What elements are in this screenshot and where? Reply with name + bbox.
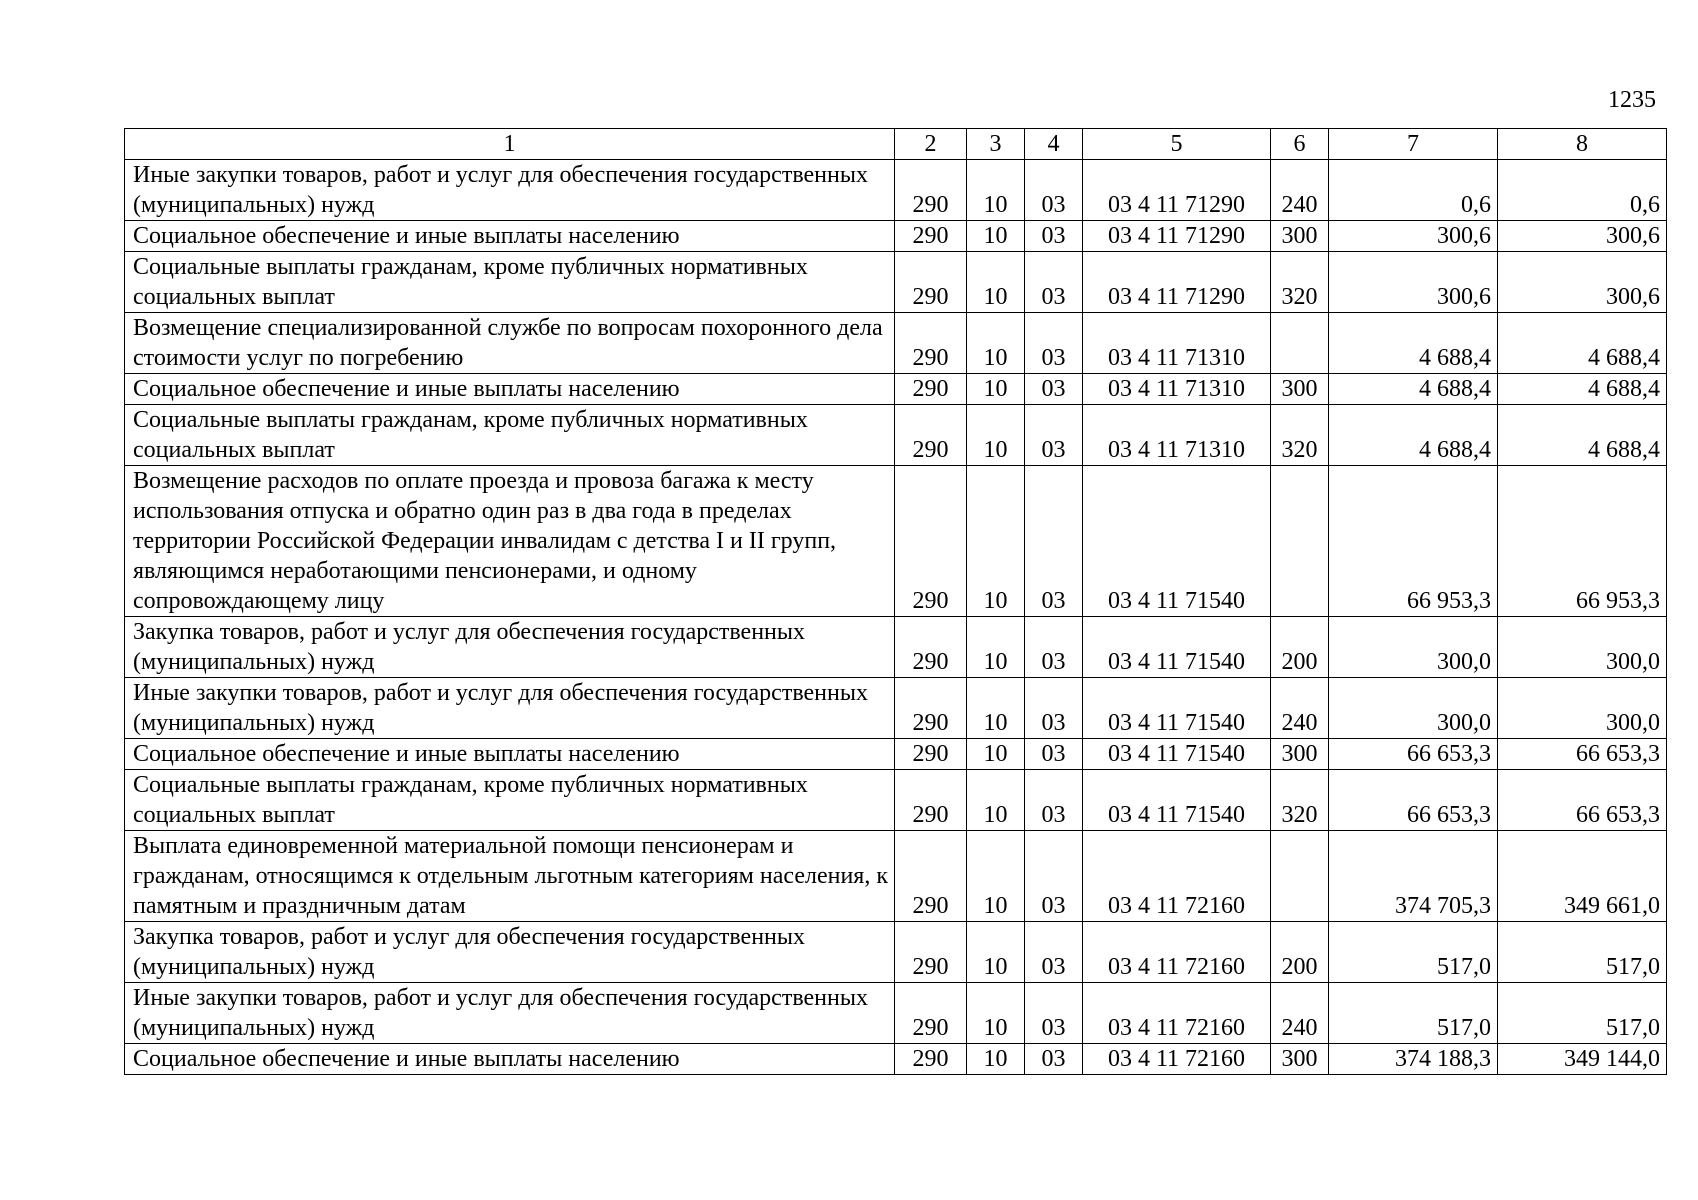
table-row	[125, 922, 1667, 983]
amount-col8-cell: 4 688,4	[1498, 313, 1667, 374]
ministry-code-cell: 290	[895, 770, 967, 831]
subsection-code-cell: 03	[1025, 221, 1083, 252]
section-code-cell: 10	[967, 678, 1025, 739]
table-row	[125, 983, 1667, 1044]
section-code-cell: 10	[967, 374, 1025, 405]
amount-col8-cell: 66 653,3	[1498, 739, 1667, 770]
table-row	[125, 405, 1667, 466]
row-name-cell: Выплата единовременной материальной помощи пенсионерам и гражданам, относящимся к отдельным льготным категориям населения, к памятным и праздничным датам	[125, 831, 895, 922]
ministry-code-cell: 290	[895, 252, 967, 313]
page-number: 1235	[1608, 87, 1656, 113]
amount-col7-cell: 517,0	[1329, 983, 1498, 1044]
column-header: 8	[1498, 129, 1667, 160]
row-name-cell: Возмещение расходов по оплате проезда и провоза багажа к месту использования отпуска и обратно один раз в два года в пределах территории Российской Федерации инвалидам с детства I и II групп, являющимся неработающими пенсионерами, и одному сопровождающему лицу	[125, 466, 895, 617]
row-name-cell: Социальное обеспечение и иные выплаты населению	[125, 739, 895, 770]
expense-type-cell: 300	[1271, 374, 1329, 405]
target-article-cell: 03 4 11 71310	[1083, 405, 1271, 466]
subsection-code-cell: 03	[1025, 739, 1083, 770]
ministry-code-cell: 290	[895, 739, 967, 770]
amount-col7-cell: 4 688,4	[1329, 313, 1498, 374]
table-row	[125, 252, 1667, 313]
amount-col7-cell: 0,6	[1329, 160, 1498, 221]
table-row	[125, 617, 1667, 678]
subsection-code-cell: 03	[1025, 770, 1083, 831]
subsection-code-cell: 03	[1025, 466, 1083, 617]
ministry-code-cell: 290	[895, 617, 967, 678]
section-code-cell: 10	[967, 405, 1025, 466]
amount-col7-cell: 374 705,3	[1329, 831, 1498, 922]
expense-type-cell	[1271, 313, 1329, 374]
amount-col7-cell: 66 953,3	[1329, 466, 1498, 617]
column-header: 5	[1083, 129, 1271, 160]
target-article-cell: 03 4 11 71310	[1083, 374, 1271, 405]
header-row	[125, 129, 1667, 160]
expense-type-cell: 240	[1271, 678, 1329, 739]
row-name-cell: Социальное обеспечение и иные выплаты населению	[125, 374, 895, 405]
target-article-cell: 03 4 11 71540	[1083, 678, 1271, 739]
amount-col8-cell: 349 144,0	[1498, 1044, 1667, 1075]
table-row	[125, 466, 1667, 617]
subsection-code-cell: 03	[1025, 160, 1083, 221]
amount-col8-cell: 349 661,0	[1498, 831, 1667, 922]
ministry-code-cell: 290	[895, 405, 967, 466]
subsection-code-cell: 03	[1025, 252, 1083, 313]
table-row	[125, 313, 1667, 374]
ministry-code-cell: 290	[895, 466, 967, 617]
section-code-cell: 10	[967, 770, 1025, 831]
table-body	[125, 160, 1667, 1075]
subsection-code-cell: 03	[1025, 983, 1083, 1044]
amount-col7-cell: 4 688,4	[1329, 374, 1498, 405]
expense-type-cell: 300	[1271, 1044, 1329, 1075]
ministry-code-cell: 290	[895, 983, 967, 1044]
amount-col7-cell: 300,0	[1329, 617, 1498, 678]
table-row	[125, 221, 1667, 252]
subsection-code-cell: 03	[1025, 1044, 1083, 1075]
subsection-code-cell: 03	[1025, 831, 1083, 922]
amount-col8-cell: 66 953,3	[1498, 466, 1667, 617]
column-header: 3	[967, 129, 1025, 160]
target-article-cell: 03 4 11 72160	[1083, 922, 1271, 983]
row-name-cell: Закупка товаров, работ и услуг для обеспечения государственных (муниципальных) нужд	[125, 617, 895, 678]
expense-type-cell: 300	[1271, 221, 1329, 252]
subsection-code-cell: 03	[1025, 922, 1083, 983]
expense-type-cell: 200	[1271, 922, 1329, 983]
section-code-cell: 10	[967, 1044, 1025, 1075]
target-article-cell: 03 4 11 71310	[1083, 313, 1271, 374]
amount-col8-cell: 0,6	[1498, 160, 1667, 221]
expense-type-cell: 300	[1271, 739, 1329, 770]
section-code-cell: 10	[967, 739, 1025, 770]
target-article-cell: 03 4 11 72160	[1083, 831, 1271, 922]
section-code-cell: 10	[967, 313, 1025, 374]
section-code-cell: 10	[967, 983, 1025, 1044]
table-row	[125, 831, 1667, 922]
amount-col8-cell: 300,6	[1498, 221, 1667, 252]
row-name-cell: Социальное обеспечение и иные выплаты населению	[125, 1044, 895, 1075]
target-article-cell: 03 4 11 71540	[1083, 739, 1271, 770]
expense-type-cell: 320	[1271, 770, 1329, 831]
target-article-cell: 03 4 11 71290	[1083, 221, 1271, 252]
ministry-code-cell: 290	[895, 1044, 967, 1075]
amount-col7-cell: 517,0	[1329, 922, 1498, 983]
target-article-cell: 03 4 11 71540	[1083, 466, 1271, 617]
amount-col7-cell: 300,0	[1329, 678, 1498, 739]
column-header: 2	[895, 129, 967, 160]
subsection-code-cell: 03	[1025, 313, 1083, 374]
ministry-code-cell: 290	[895, 678, 967, 739]
ministry-code-cell: 290	[895, 922, 967, 983]
target-article-cell: 03 4 11 71540	[1083, 617, 1271, 678]
row-name-cell: Социальные выплаты гражданам, кроме публичных нормативных социальных выплат	[125, 252, 895, 313]
amount-col7-cell: 300,6	[1329, 252, 1498, 313]
column-header: 1	[125, 129, 895, 160]
table-row	[125, 770, 1667, 831]
expense-type-cell	[1271, 831, 1329, 922]
row-name-cell: Закупка товаров, работ и услуг для обеспечения государственных (муниципальных) нужд	[125, 922, 895, 983]
amount-col8-cell: 300,0	[1498, 678, 1667, 739]
ministry-code-cell: 290	[895, 221, 967, 252]
expense-type-cell: 240	[1271, 983, 1329, 1044]
target-article-cell: 03 4 11 72160	[1083, 983, 1271, 1044]
row-name-cell: Социальное обеспечение и иные выплаты населению	[125, 221, 895, 252]
row-name-cell: Социальные выплаты гражданам, кроме публичных нормативных социальных выплат	[125, 770, 895, 831]
table-row	[125, 374, 1667, 405]
ministry-code-cell: 290	[895, 160, 967, 221]
amount-col8-cell: 4 688,4	[1498, 405, 1667, 466]
table-row	[125, 739, 1667, 770]
target-article-cell: 03 4 11 71540	[1083, 770, 1271, 831]
subsection-code-cell: 03	[1025, 678, 1083, 739]
column-header: 6	[1271, 129, 1329, 160]
column-header: 7	[1329, 129, 1498, 160]
section-code-cell: 10	[967, 831, 1025, 922]
ministry-code-cell: 290	[895, 374, 967, 405]
amount-col8-cell: 517,0	[1498, 983, 1667, 1044]
amount-col8-cell: 300,6	[1498, 252, 1667, 313]
amount-col7-cell: 4 688,4	[1329, 405, 1498, 466]
ministry-code-cell: 290	[895, 831, 967, 922]
target-article-cell: 03 4 11 71290	[1083, 252, 1271, 313]
section-code-cell: 10	[967, 922, 1025, 983]
amount-col8-cell: 517,0	[1498, 922, 1667, 983]
amount-col7-cell: 300,6	[1329, 221, 1498, 252]
budget-table	[124, 128, 1667, 1075]
table-row	[125, 160, 1667, 221]
subsection-code-cell: 03	[1025, 617, 1083, 678]
column-header: 4	[1025, 129, 1083, 160]
section-code-cell: 10	[967, 617, 1025, 678]
table-row	[125, 678, 1667, 739]
row-name-cell: Возмещение специализированной службе по вопросам похоронного дела стоимости услуг по погребению	[125, 313, 895, 374]
expense-type-cell: 240	[1271, 160, 1329, 221]
section-code-cell: 10	[967, 160, 1025, 221]
amount-col8-cell: 4 688,4	[1498, 374, 1667, 405]
row-name-cell: Социальные выплаты гражданам, кроме публичных нормативных социальных выплат	[125, 405, 895, 466]
amount-col7-cell: 66 653,3	[1329, 739, 1498, 770]
target-article-cell: 03 4 11 71290	[1083, 160, 1271, 221]
subsection-code-cell: 03	[1025, 405, 1083, 466]
amount-col7-cell: 374 188,3	[1329, 1044, 1498, 1075]
target-article-cell: 03 4 11 72160	[1083, 1044, 1271, 1075]
ministry-code-cell: 290	[895, 313, 967, 374]
section-code-cell: 10	[967, 221, 1025, 252]
section-code-cell: 10	[967, 252, 1025, 313]
row-name-cell: Иные закупки товаров, работ и услуг для обеспечения государственных (муниципальных) нужд	[125, 678, 895, 739]
expense-type-cell: 320	[1271, 252, 1329, 313]
expense-type-cell	[1271, 466, 1329, 617]
amount-col8-cell: 66 653,3	[1498, 770, 1667, 831]
subsection-code-cell: 03	[1025, 374, 1083, 405]
expense-type-cell: 200	[1271, 617, 1329, 678]
section-code-cell: 10	[967, 466, 1025, 617]
amount-col7-cell: 66 653,3	[1329, 770, 1498, 831]
row-name-cell: Иные закупки товаров, работ и услуг для обеспечения государственных (муниципальных) нужд	[125, 160, 895, 221]
row-name-cell: Иные закупки товаров, работ и услуг для обеспечения государственных (муниципальных) нужд	[125, 983, 895, 1044]
table-row	[125, 1044, 1667, 1075]
expense-type-cell: 320	[1271, 405, 1329, 466]
amount-col8-cell: 300,0	[1498, 617, 1667, 678]
